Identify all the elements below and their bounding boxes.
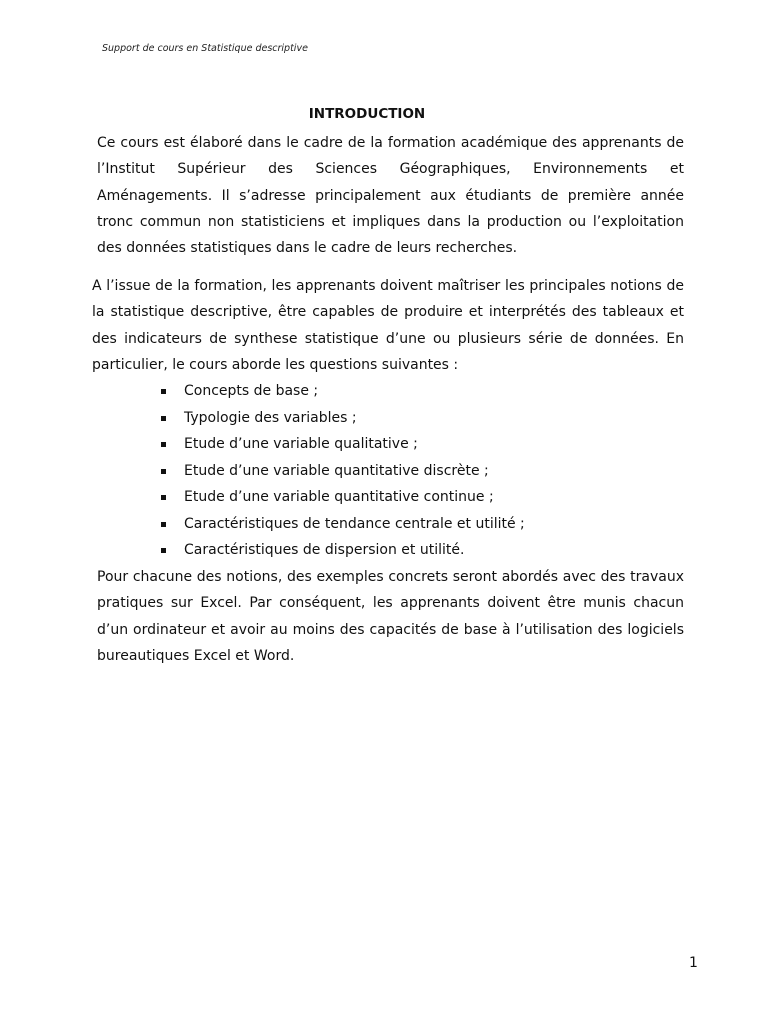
page-number: 1 — [689, 955, 698, 971]
list-item-text: Etude d’une variable quantitative continue ; — [184, 489, 494, 505]
intro-paragraph-2: A l’issue de la formation, les apprenants doivent maîtriser les principales notions de la statistique descriptive, être capables de produire et interprétés des tableaux et des indicateurs de synthese statistique d’une ou plusieurs série de données. En particulier, le cours aborde les questions suivantes : — [92, 278, 684, 373]
list-item-text: Caractéristiques de tendance centrale et utilité ; — [184, 515, 525, 532]
list-item — [160, 537, 680, 564]
topics-list — [160, 378, 680, 564]
intro-paragraph-1: Ce cours est élaboré dans le cadre de la formation académique des apprenants de l’Institut Supérieur des Sciences Géographiques, Environnements et Aménagements. Il s’adresse principalement aux étudiants de première année tronc commun non statisticiens et impliques dans la production ou l’exploitation des données statistiques dans le cadre de leurs recherches. — [97, 135, 684, 257]
list-item-text: Etude d’une variable quantitative discrète ; — [184, 462, 489, 479]
square-bullet-icon — [161, 495, 166, 500]
square-bullet-icon — [161, 416, 166, 421]
square-bullet-icon — [161, 442, 166, 447]
intro-paragraph-3: Pour chacune des notions, des exemples concrets seront abordés avec des travaux pratiques sur Excel. Par conséquent, les apprenants doivent être munis chacun d’un ordinateur et avoir au moins des capacités de base à l’utilisation des logiciels bureautiques Excel et Word. — [97, 569, 684, 664]
list-item-text: Typologie des variables ; — [184, 409, 357, 426]
list-item — [160, 378, 680, 405]
list-item-text: Etude d’une variable qualitative ; — [184, 436, 418, 452]
running-header: Support de cours en Statistique descriptive — [102, 43, 308, 54]
square-bullet-icon — [161, 548, 166, 553]
list-item — [160, 484, 680, 511]
square-bullet-icon — [161, 469, 166, 474]
square-bullet-icon — [161, 389, 166, 394]
list-item-text: Concepts de base ; — [184, 383, 319, 399]
list-item — [160, 458, 680, 485]
list-item — [160, 511, 680, 538]
list-item — [160, 405, 680, 432]
list-item-text: Caractéristiques de dispersion et utilité. — [184, 542, 465, 558]
page-title: INTRODUCTION — [308, 106, 426, 122]
list-item — [160, 431, 680, 458]
square-bullet-icon — [161, 522, 166, 527]
